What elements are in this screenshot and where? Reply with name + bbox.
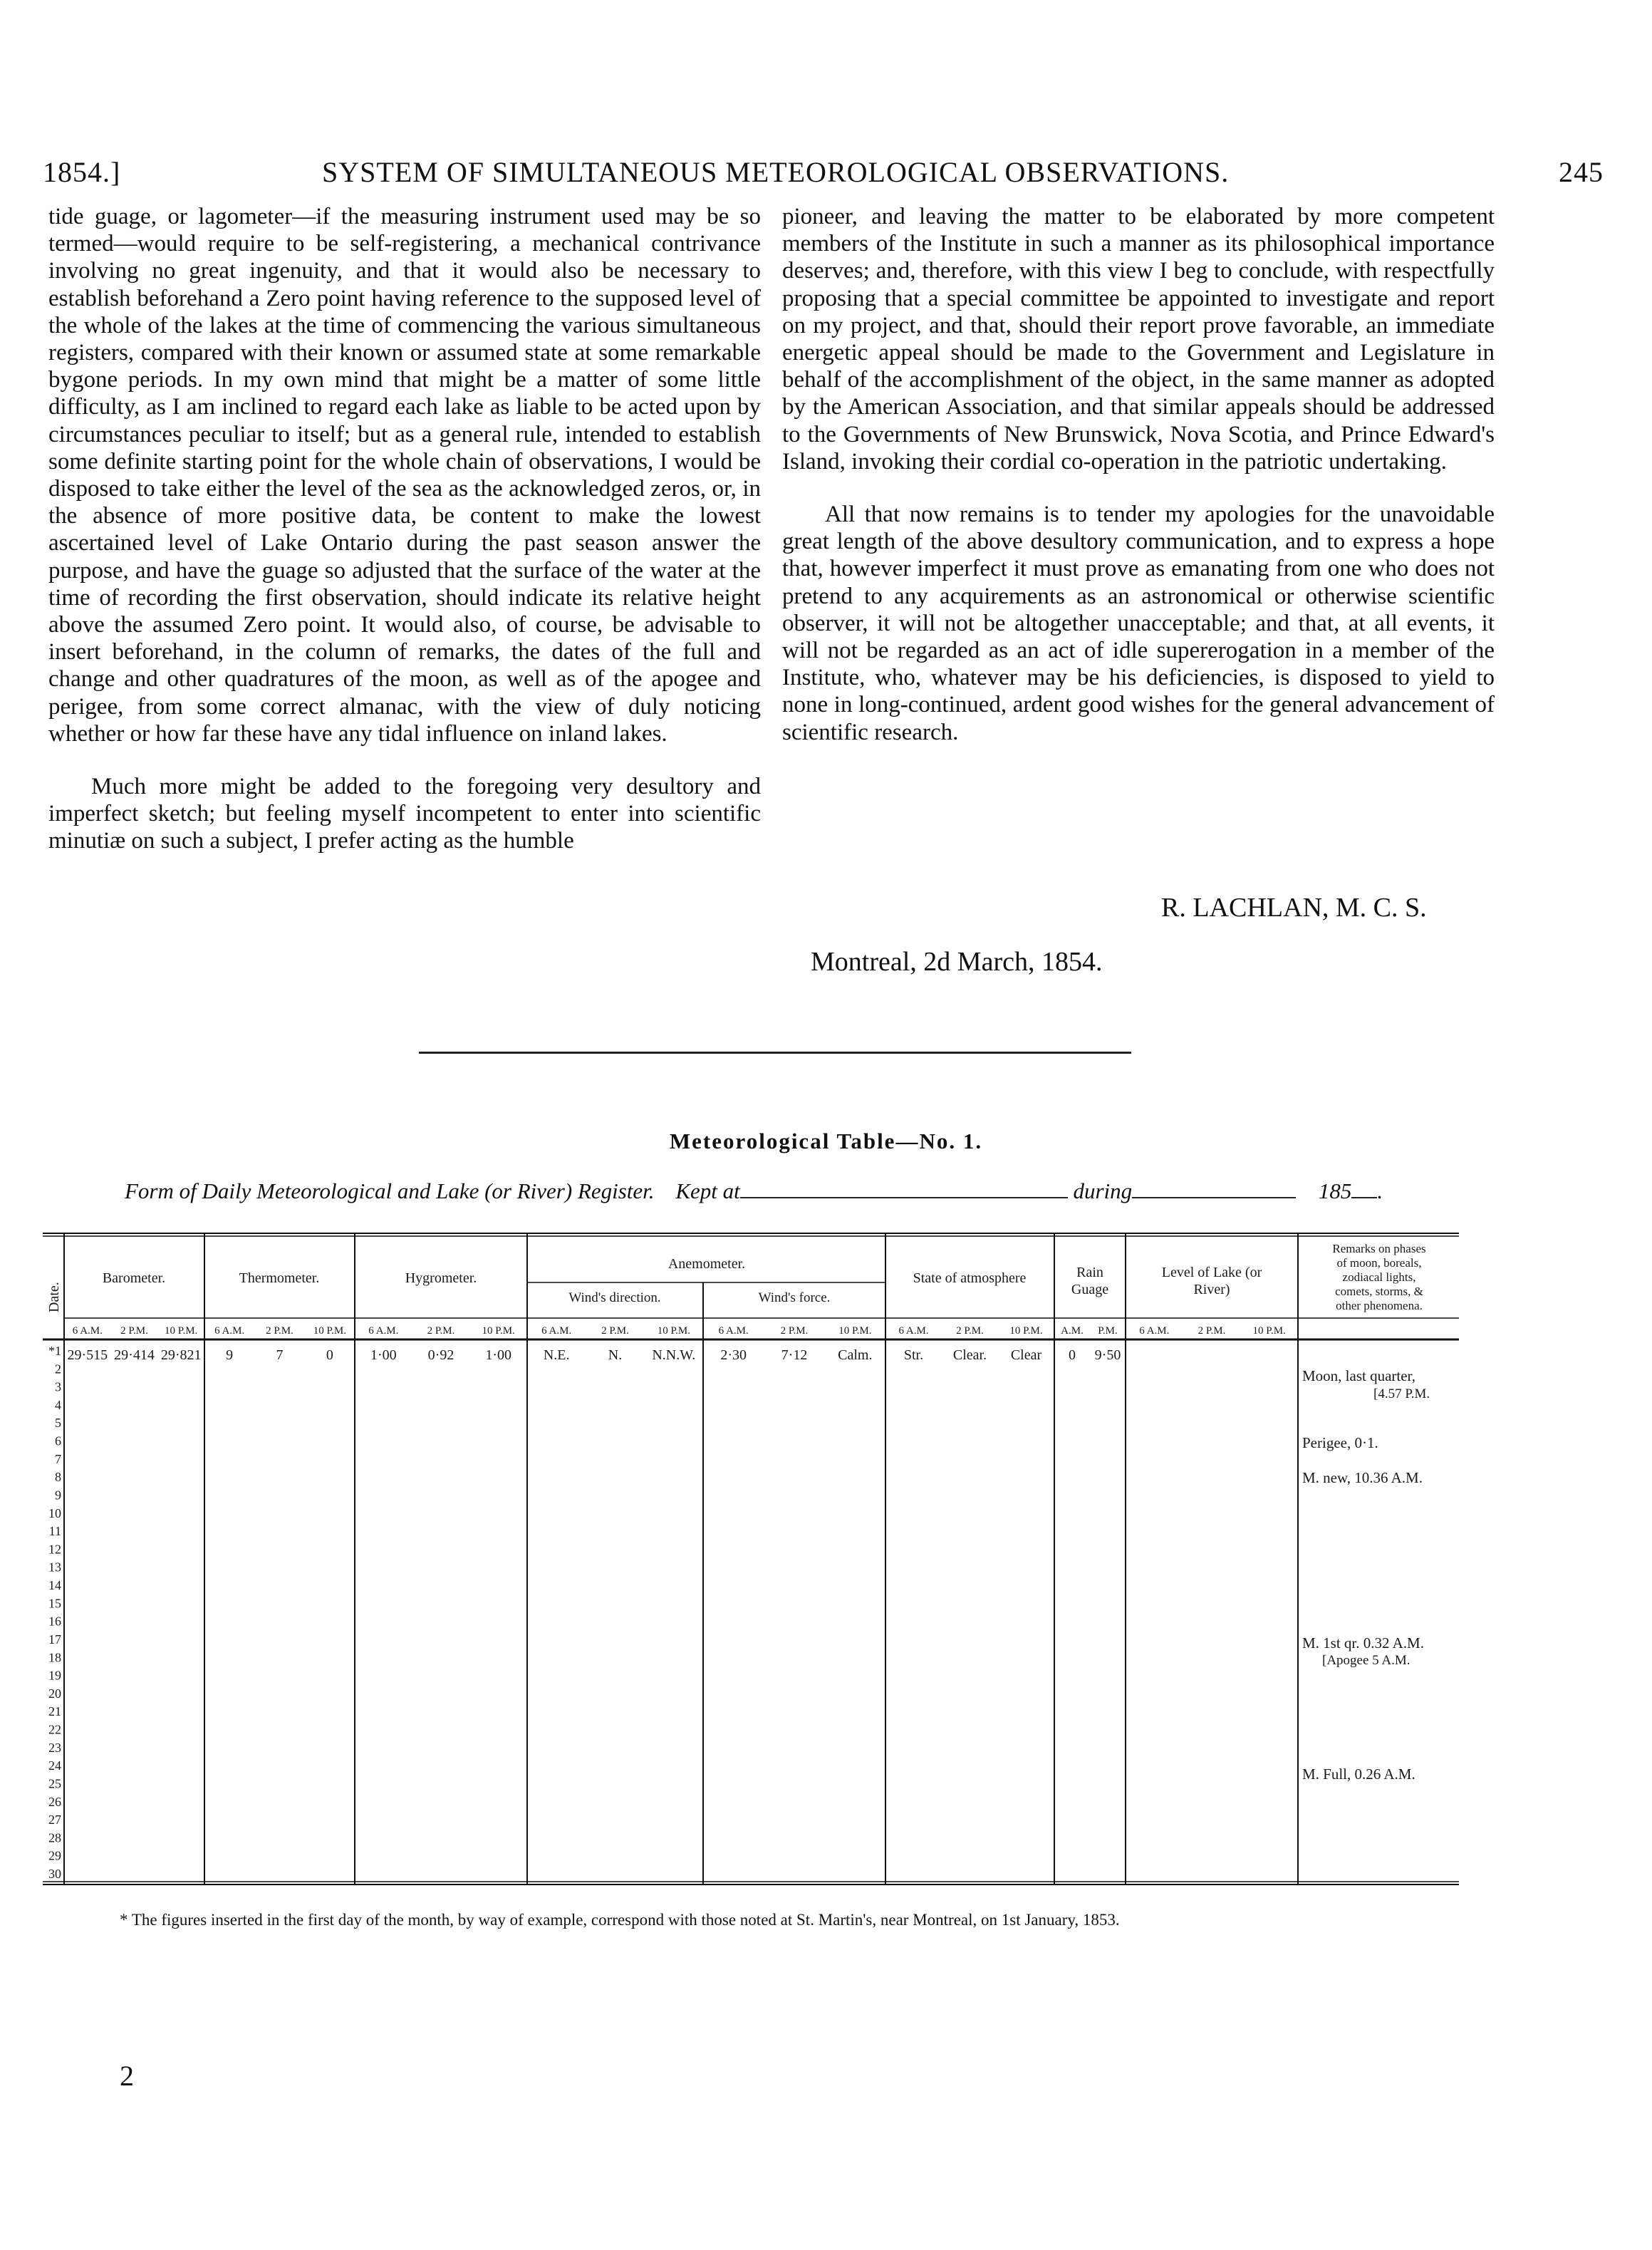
kept-at-label: Kept at bbox=[675, 1178, 740, 1203]
day-number-19: 19 bbox=[48, 1668, 61, 1683]
sub-column-label-lake-3: 10 P.M. bbox=[1252, 1325, 1286, 1337]
right-paragraph-1: pioneer, and leaving the matter to be elaborated by more competent members of the Institute in such a manner as its philosophical importance deserves; and, therefore, with this view I beg to conclude, with respectfully proposing that a special committee be appointed to investigate and report on my project, and that, should their report prove favorable, an immediate energetic appeal should be made to the Government and Legislature in behalf of the accomplishment of the object, in the same manner as adopted by the American Association, and that similar appeals should be addressed to the Governments of New Brunswick, Nova Scotia, and Prince Edward's Island, invoking their cordial co-operation in the patriotic undertaking. bbox=[782, 204, 1495, 475]
day-number-13: 13 bbox=[48, 1560, 61, 1575]
example-value-wdir-1: N.E. bbox=[543, 1347, 570, 1363]
day-number-15: 15 bbox=[48, 1596, 61, 1611]
thermometer-header: Thermometer. bbox=[239, 1270, 320, 1286]
example-value-hygro-3: 1·00 bbox=[485, 1347, 512, 1363]
example-value-thermo-1: 9 bbox=[226, 1347, 234, 1363]
day-number-21: 21 bbox=[48, 1704, 61, 1719]
section-divider bbox=[419, 1052, 1131, 1054]
sub-column-label-hygro-2: 2 P.M. bbox=[427, 1325, 455, 1337]
winds-direction-header: Wind's direction. bbox=[568, 1290, 661, 1305]
barometer-header: Barometer. bbox=[102, 1270, 166, 1286]
day-number-10: 10 bbox=[48, 1505, 61, 1520]
during-label: during bbox=[1073, 1178, 1133, 1203]
day-number-22: 22 bbox=[48, 1722, 61, 1737]
running-header-title: SYSTEM OF SIMULTANEOUS METEOROLOGICAL OBSERVATIONS. bbox=[322, 156, 1230, 188]
remark-apogee: [Apogee 5 A.M. bbox=[1322, 1653, 1411, 1668]
date-header: Date. bbox=[46, 1282, 62, 1312]
example-value-rain-1: 0 bbox=[1069, 1347, 1076, 1363]
day-number-2: 2 bbox=[55, 1362, 61, 1377]
sub-column-label-baro-1: 6 A.M. bbox=[72, 1325, 103, 1337]
example-value-baro-1: 29·515 bbox=[67, 1347, 108, 1363]
form-lead: Form of Daily Meteorological and Lake (or River) Register. bbox=[125, 1178, 655, 1203]
example-value-baro-3: 29·821 bbox=[160, 1347, 202, 1363]
day-number-3: 3 bbox=[55, 1379, 61, 1394]
day-number-25: 25 bbox=[48, 1776, 61, 1791]
sub-column-label-rain-1: A.M. bbox=[1061, 1325, 1084, 1337]
example-value-hygro-1: 1·00 bbox=[370, 1347, 397, 1363]
sub-column-label-wforce-1: 6 A.M. bbox=[718, 1325, 749, 1337]
page-number: 245 bbox=[1559, 156, 1604, 188]
day-number-29: 29 bbox=[48, 1848, 61, 1863]
sub-column-label-rain-2: P.M. bbox=[1098, 1325, 1118, 1337]
sub-column-label-thermo-2: 2 P.M. bbox=[266, 1325, 293, 1337]
sub-column-label-hygro-1: 6 A.M. bbox=[368, 1325, 399, 1337]
remark-moon-last-quarter-time: [4.57 P.M. bbox=[1373, 1386, 1430, 1401]
right-paragraph-2: All that now remains is to tender my apologies for the unavoidable great length of the above desultory communication, and to express a hope that, however imperfect it must prove as emanating from one who does not pretend to any acquirements as an astronomical or otherwise scientific observer, it will not be altogether unacceptable; and that, at all events, it will not be regarded as an act of idle supererogation in a member of the Institute, who, whatever may be his deficiencies, is disposed to yield to none in long-continued, ardent good wishes for the general advancement of scientific research. bbox=[782, 502, 1495, 745]
day-number-14: 14 bbox=[48, 1578, 61, 1593]
sub-column-label-thermo-3: 10 P.M. bbox=[313, 1325, 346, 1337]
example-value-wforce-3: Calm. bbox=[838, 1347, 873, 1363]
atmosphere-header: State of atmosphere bbox=[913, 1270, 1027, 1286]
day-number-9: 9 bbox=[55, 1488, 61, 1503]
day-number-11: 11 bbox=[48, 1524, 61, 1539]
left-column bbox=[48, 203, 761, 855]
sub-column-label-atmos-1: 6 A.M. bbox=[898, 1325, 929, 1337]
register-form-line bbox=[125, 1178, 1383, 1204]
day-numbers bbox=[48, 1344, 61, 1881]
day-number-28: 28 bbox=[48, 1830, 61, 1845]
day-number-16: 16 bbox=[48, 1614, 61, 1629]
sub-column-label-wdir-1: 6 A.M. bbox=[541, 1325, 572, 1337]
meteorological-register-table bbox=[43, 1233, 1459, 1885]
sub-column-label-wforce-3: 10 P.M. bbox=[838, 1325, 872, 1337]
sub-column-label-hygro-3: 10 P.M. bbox=[482, 1325, 515, 1337]
remarks-header-line4: comets, storms, & bbox=[1335, 1285, 1423, 1298]
right-column bbox=[782, 203, 1495, 746]
remarks-header-line1: Remarks on phases bbox=[1332, 1242, 1426, 1255]
day-number-8: 8 bbox=[55, 1470, 61, 1485]
remarks-header-line2: of moon, boreals, bbox=[1336, 1256, 1422, 1270]
example-value-thermo-3: 0 bbox=[326, 1347, 333, 1363]
sub-column-label-baro-2: 2 P.M. bbox=[120, 1325, 148, 1337]
example-value-wforce-2: 7·12 bbox=[781, 1347, 808, 1363]
example-row bbox=[67, 1347, 1121, 1363]
table-title: Meteorological Table—No. 1. bbox=[669, 1129, 983, 1153]
day-number-4: 4 bbox=[55, 1397, 61, 1412]
day-number-12: 12 bbox=[48, 1542, 61, 1557]
rain-gauge-header-line2: Guage bbox=[1071, 1282, 1109, 1297]
day-number-1: *1 bbox=[48, 1344, 61, 1358]
left-paragraph-2: Much more might be added to the foregoing very desultory and imperfect sketch; but feeling myself incompetent to enter into scientific minutiæ on such a subject, I prefer acting as the humble bbox=[48, 774, 761, 854]
day-number-18: 18 bbox=[48, 1650, 61, 1665]
kept-at-blank bbox=[740, 1196, 1068, 1198]
day-number-27: 27 bbox=[48, 1813, 61, 1828]
sub-column-label-baro-3: 10 P.M. bbox=[165, 1325, 198, 1337]
day-number-23: 23 bbox=[48, 1740, 61, 1755]
during-blank bbox=[1132, 1196, 1296, 1198]
example-value-hygro-2: 0·92 bbox=[427, 1347, 454, 1363]
example-value-thermo-2: 7 bbox=[276, 1347, 284, 1363]
example-value-wforce-1: 2·30 bbox=[720, 1347, 747, 1363]
year-end: . bbox=[1377, 1178, 1383, 1203]
remark-perigee: Perigee, 0·1. bbox=[1302, 1434, 1378, 1451]
signature-mark: 2 bbox=[120, 2060, 134, 2092]
day-number-6: 6 bbox=[55, 1434, 61, 1448]
anemometer-header: Anemometer. bbox=[667, 1256, 746, 1272]
example-value-rain-2: 9·50 bbox=[1094, 1347, 1121, 1363]
day-number-7: 7 bbox=[55, 1451, 61, 1466]
day-number-5: 5 bbox=[55, 1416, 61, 1431]
day-number-24: 24 bbox=[48, 1758, 61, 1773]
lake-level-header-line2: River) bbox=[1193, 1282, 1230, 1297]
author-signature: R. LACHLAN, M. C. S. bbox=[1161, 893, 1427, 923]
remarks-header-line3: zodiacal lights, bbox=[1342, 1270, 1416, 1284]
remark-moon-first-quarter: M. 1st qr. 0.32 A.M. bbox=[1302, 1634, 1424, 1652]
day-number-26: 26 bbox=[48, 1794, 61, 1809]
remark-moon-last-quarter: Moon, last quarter, bbox=[1302, 1367, 1415, 1384]
left-paragraph-1: tide guage, or lagometer—if the measuring instrument used may be so termed—would require to be self-registering, a mechanical contrivance involving no great ingenuity, and that it would also be necessary to establish beforehand a Zero point having reference to the supposed level of the whole of the lakes at the time of commencing the various simultaneous registers, compared with their known or assumed state at some remarkable bygone periods. In my own mind that might be a matter of some little difficulty, as I am inclined to regard each lake as liable to be acted upon by circumstances peculiar to itself; but as a general rule, intended to establish some definite starting point for the whole chain of observations, I would be disposed to take either the level of the sea as the acknowledged zeros, or, in the absence of more positive data, be content to make the lowest ascertained level of Lake Ontario during the past season answer the purpose, and have the guage so adjusted that the surface of the water at the time of recording the first observation, should indicate its relative height above the assumed Zero point. It would also, of course, be advisable to insert beforehand, in the column of remarks, the dates of the full and change and other quadratures of the moon, as well as of the apogee and perigee, from some correct almanac, with the view of duly noticing whether or how far these have any tidal influence on inland lakes. bbox=[48, 204, 761, 747]
remarks-header-line5: other phenomena. bbox=[1336, 1299, 1423, 1312]
rain-gauge-header-line1: Rain bbox=[1076, 1265, 1103, 1280]
sub-column-label-wdir-2: 2 P.M. bbox=[601, 1325, 629, 1337]
example-value-atmos-3: Clear bbox=[1010, 1347, 1042, 1363]
day-number-20: 20 bbox=[48, 1686, 61, 1701]
hygrometer-header: Hygrometer. bbox=[405, 1270, 477, 1286]
year-blank bbox=[1351, 1196, 1377, 1198]
sub-column-label-lake-2: 2 P.M. bbox=[1198, 1325, 1226, 1337]
year-prefix: 185 bbox=[1318, 1178, 1352, 1203]
remark-moon-full: M. Full, 0.26 A.M. bbox=[1302, 1766, 1415, 1783]
sub-column-label-wdir-3: 10 P.M. bbox=[657, 1325, 690, 1337]
sub-column-label-atmos-3: 10 P.M. bbox=[1009, 1325, 1043, 1337]
day-number-17: 17 bbox=[48, 1632, 61, 1647]
table-footnote: * The figures inserted in the first day of the month, by way of example, correspond with those noted at St. Martin's, near Montreal, on 1st January, 1853. bbox=[120, 1911, 1120, 1929]
remark-moon-new: M. new, 10.36 A.M. bbox=[1302, 1469, 1423, 1486]
sub-column-label-atmos-2: 2 P.M. bbox=[956, 1325, 984, 1337]
sub-column-labels bbox=[73, 1325, 1286, 1337]
day-number-30: 30 bbox=[48, 1867, 61, 1881]
example-value-baro-2: 29·414 bbox=[114, 1347, 155, 1363]
lake-level-header-line1: Level of Lake (or bbox=[1161, 1265, 1262, 1280]
sub-column-label-lake-1: 6 A.M. bbox=[1139, 1325, 1170, 1337]
sub-column-label-wforce-2: 2 P.M. bbox=[780, 1325, 809, 1337]
sub-column-label-thermo-1: 6 A.M. bbox=[214, 1325, 245, 1337]
running-header-year: 1854.] bbox=[43, 156, 121, 188]
example-value-wdir-3: N.N.W. bbox=[652, 1347, 696, 1363]
example-value-atmos-2: Clear. bbox=[952, 1347, 987, 1363]
winds-force-header: Wind's force. bbox=[758, 1290, 831, 1305]
example-value-atmos-1: Str. bbox=[903, 1347, 924, 1363]
example-value-wdir-2: N. bbox=[608, 1347, 623, 1363]
dateline: Montreal, 2d March, 1854. bbox=[811, 947, 1103, 977]
